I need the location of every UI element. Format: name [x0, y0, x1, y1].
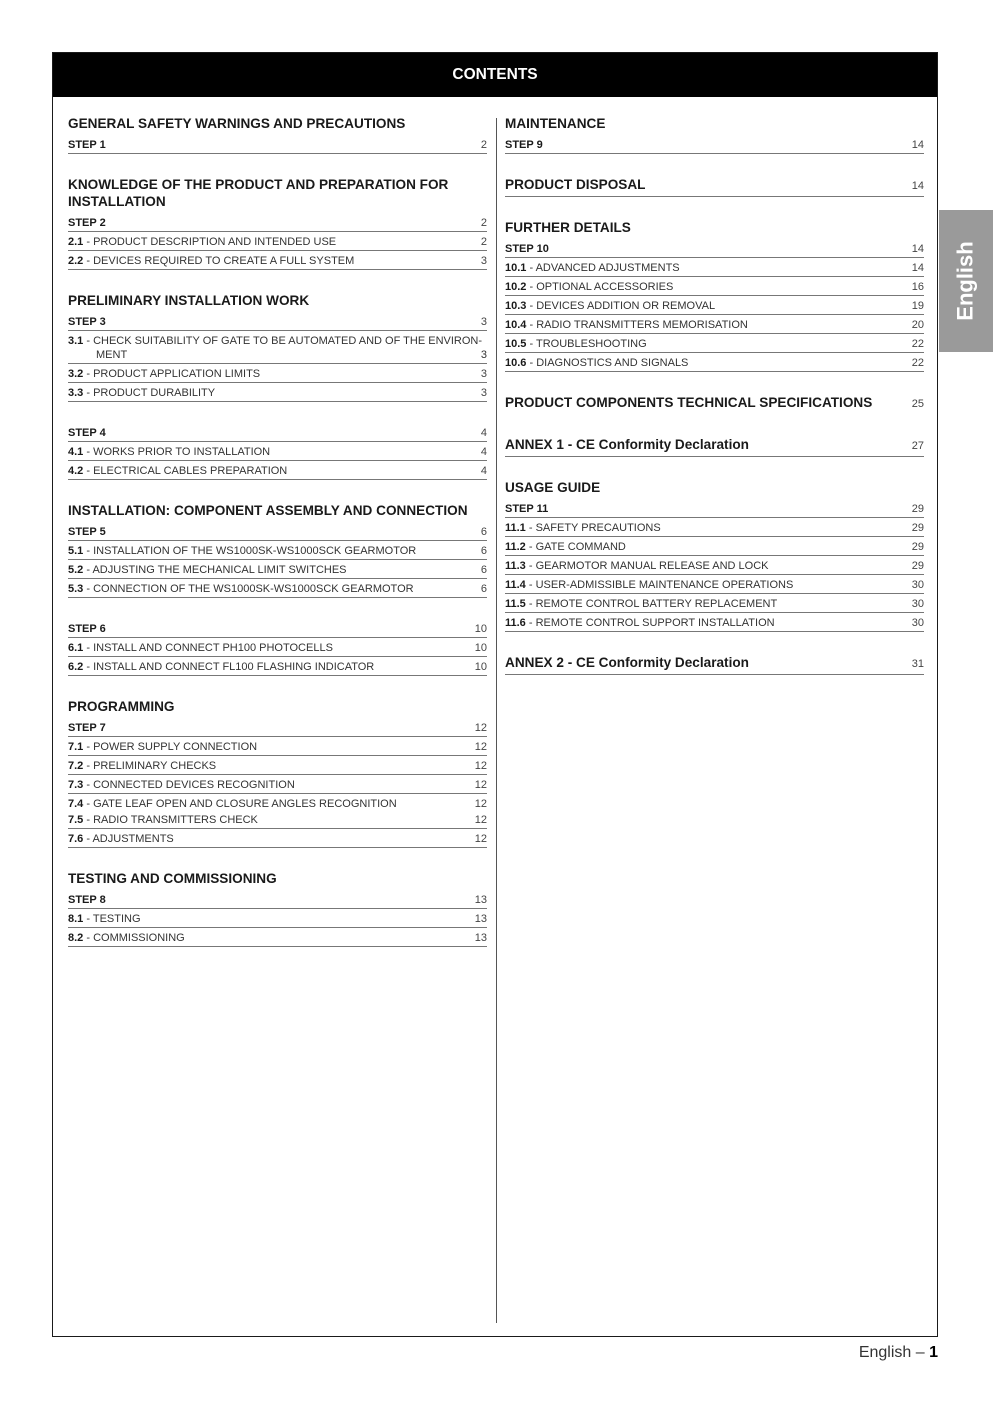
entry-text: - DEVICES ADDITION OR REMOVAL: [526, 300, 716, 312]
section-title-text: PRODUCT COMPONENTS TECHNICAL SPECIFICATIONS: [505, 395, 873, 410]
toc-step-row[interactable]: [505, 500, 924, 518]
entry-number: 11.4: [505, 579, 526, 591]
page-number: 29: [911, 560, 924, 572]
entry-number: 7.2: [68, 760, 84, 772]
page-number: 4: [480, 427, 487, 439]
entry-number: 10.5: [505, 338, 527, 350]
toc-entry-label: [68, 254, 481, 268]
toc-section-title: KNOWLEDGE OF THE PRODUCT AND PREPARATION FOR INSTALLATION: [68, 177, 449, 209]
toc-entry-label: [505, 280, 912, 294]
toc-entry-label: [505, 299, 912, 313]
toc-entry-label: [68, 367, 481, 381]
entry-text: - PRODUCT APPLICATION LIMITS: [83, 368, 261, 380]
toc-entry[interactable]: [505, 576, 924, 594]
entry-text: - ADVANCED ADJUSTMENTS: [526, 262, 680, 274]
page-number: 30: [911, 617, 924, 629]
toc-entry[interactable]: [505, 316, 924, 334]
page-number: 14: [911, 180, 924, 192]
toc-entry-label: [505, 261, 912, 275]
toc-entry[interactable]: [505, 614, 924, 632]
toc-entry[interactable]: [68, 332, 487, 364]
entry-text: - ADJUSTING THE MECHANICAL LIMIT SWITCHES: [83, 564, 347, 576]
entry-text: - TROUBLESHOOTING: [526, 338, 647, 350]
page-number: 27: [911, 440, 924, 452]
toc-section: [505, 436, 924, 457]
entry-text: - COMMISSIONING: [83, 932, 185, 944]
entry-text: - REMOTE CONTROL BATTERY REPLACEMENT: [525, 598, 778, 610]
page-number: 4: [480, 446, 487, 458]
toc-section-title[interactable]: [505, 176, 924, 197]
page-number: 22: [911, 357, 924, 369]
page-number: 12: [474, 779, 487, 791]
toc-section-title: PRELIMINARY INSTALLATION WORK: [68, 293, 310, 308]
entry-text: - RADIO TRANSMITTERS MEMORISATION: [526, 319, 748, 331]
entry-text: - ELECTRICAL CABLES PREPARATION: [83, 465, 288, 477]
page-number: 12: [474, 760, 487, 772]
page-number: 12: [474, 833, 487, 845]
toc-step-row[interactable]: [68, 719, 487, 737]
page-number: 1: [929, 1344, 938, 1361]
toc-entry-label: [68, 912, 475, 926]
toc-section-title: TESTING AND COMMISSIONING: [68, 871, 277, 886]
entry-text: - DEVICES REQUIRED TO CREATE A FULL SYSTEM: [83, 255, 355, 267]
page-number: 29: [911, 503, 924, 515]
toc-section-title: MAINTENANCE: [505, 116, 606, 131]
toc-entry-label: [68, 622, 475, 636]
toc-section: [68, 502, 487, 598]
toc-step-row[interactable]: [68, 136, 487, 154]
page-number: 10: [474, 642, 487, 654]
toc-section: [505, 479, 924, 632]
entry-text: - PRODUCT DURABILITY: [83, 387, 216, 399]
toc-entry-label: [505, 337, 912, 351]
page-number: 13: [474, 932, 487, 944]
page-number: 14: [911, 139, 924, 151]
page-number: 12: [474, 741, 487, 753]
entry-number: 10.3: [505, 300, 527, 312]
toc-entry-label: [68, 582, 481, 596]
toc-entry[interactable]: [68, 811, 487, 829]
section-title-text: PRODUCT DISPOSAL: [505, 177, 646, 192]
language-tab[interactable]: [939, 210, 993, 352]
entry-text: - ADJUSTMENTS: [83, 833, 174, 845]
page-number: 20: [911, 319, 924, 331]
toc-entry-label: [68, 641, 475, 655]
page-number: 13: [474, 913, 487, 925]
page-number: 29: [911, 522, 924, 534]
page-number: 14: [911, 243, 924, 255]
toc-section-title[interactable]: [505, 394, 924, 414]
entry-text: STEP 2: [68, 217, 106, 229]
entry-text: - SAFETY PRECAUTIONS: [525, 522, 661, 534]
contents-header: CONTENTS: [53, 53, 937, 97]
toc-section: [505, 394, 924, 414]
entry-number: 6.1: [68, 642, 84, 654]
toc-entry-label: [68, 660, 475, 674]
toc-entry[interactable]: [505, 297, 924, 315]
page-number: 6: [480, 526, 487, 538]
toc-entry-label: [68, 740, 475, 754]
page-number: 12: [474, 798, 487, 810]
toc-entry[interactable]: [68, 658, 487, 676]
toc-entry[interactable]: [505, 519, 924, 537]
entry-number: 7.3: [68, 779, 84, 791]
entry-number: 2.1: [68, 236, 84, 248]
toc-entry[interactable]: [68, 561, 487, 579]
toc-entry-label: [68, 138, 481, 152]
toc-entry-label: [68, 464, 481, 478]
page-number: 10: [474, 661, 487, 673]
toc-section: [505, 654, 924, 675]
entry-text: - RADIO TRANSMITTERS CHECK: [83, 814, 258, 826]
page-number: 2: [480, 139, 487, 151]
toc-entry[interactable]: [505, 557, 924, 575]
toc-entry[interactable]: [68, 365, 487, 383]
entry-number: 7.1: [68, 741, 84, 753]
toc-step-row[interactable]: [505, 240, 924, 258]
toc-entry-line: [68, 348, 487, 362]
entry-number: 10.4: [505, 319, 527, 331]
entry-number: 7.6: [68, 833, 84, 845]
entry-text: STEP 11: [505, 503, 549, 515]
toc-entry[interactable]: [68, 738, 487, 756]
entry-number: 5.3: [68, 583, 84, 595]
toc-entry-label: [68, 445, 481, 459]
toc-entry-label: [68, 893, 475, 907]
page-number: 12: [474, 814, 487, 826]
section-title-text: ANNEX 1 - CE Conformity Declaration: [505, 437, 749, 452]
page-number: 3: [480, 349, 487, 361]
toc-entry[interactable]: [68, 929, 487, 947]
entry-text: - OPTIONAL ACCESSORIES: [526, 281, 674, 293]
entry-number: 10.6: [505, 357, 527, 369]
toc-entry[interactable]: [68, 639, 487, 657]
toc-entry[interactable]: [68, 776, 487, 794]
toc-section-title: PROGRAMMING: [68, 699, 175, 714]
entry-number: 3.3: [68, 387, 84, 399]
left-column: [68, 115, 487, 969]
page-number: 3: [480, 368, 487, 380]
entry-text: STEP 4: [68, 427, 106, 439]
entry-text: - TESTING: [83, 913, 141, 925]
toc-entry-label: [505, 559, 912, 573]
entry-number: 4.2: [68, 465, 84, 477]
entry-text: - POWER SUPPLY CONNECTION: [83, 741, 258, 753]
entry-text: - GATE COMMAND: [525, 541, 626, 553]
toc-step-row[interactable]: [68, 891, 487, 909]
toc-entry[interactable]: [68, 233, 487, 251]
toc-step-row[interactable]: [68, 523, 487, 541]
toc-entry-label: [68, 525, 481, 539]
toc-entry[interactable]: [505, 595, 924, 613]
entry-number: 4.1: [68, 446, 84, 458]
entry-number: 6.2: [68, 661, 84, 673]
page-number: 6: [480, 564, 487, 576]
page-number: 19: [911, 300, 924, 312]
toc-entry-label: [68, 813, 475, 827]
page-number: 25: [911, 398, 924, 410]
page-number: 30: [911, 579, 924, 591]
toc-section: [68, 620, 487, 676]
page-number: 2: [480, 217, 487, 229]
toc-entry-label: [68, 721, 475, 735]
toc-section: [68, 176, 487, 270]
toc-entry-label: [505, 521, 912, 535]
entry-text: STEP 7: [68, 722, 106, 734]
entry-text: - GEARMOTOR MANUAL RELEASE AND LOCK: [525, 560, 769, 572]
toc-section-title: GENERAL SAFETY WARNINGS AND PRECAUTIONS: [68, 116, 406, 131]
entry-text: - INSTALL AND CONNECT PH100 PHOTOCELLS: [83, 642, 333, 654]
entry-text: STEP 6: [68, 623, 106, 635]
toc-section: [505, 219, 924, 372]
entry-text: - REMOTE CONTROL SUPPORT INSTALLATION: [525, 617, 775, 629]
entry-text: STEP 9: [505, 139, 543, 151]
entry-text: - CONNECTED DEVICES RECOGNITION: [83, 779, 295, 791]
toc-entry-label: [505, 616, 912, 630]
entry-text: STEP 10: [505, 243, 549, 255]
toc-entry[interactable]: [505, 335, 924, 353]
toc-entry[interactable]: [505, 259, 924, 277]
entry-text: - INSTALL AND CONNECT FL100 FLASHING INDICATOR: [83, 661, 375, 673]
entry-text: STEP 8: [68, 894, 106, 906]
entry-text: - PRODUCT DESCRIPTION AND INTENDED USE: [83, 236, 337, 248]
toc-entry-label: [68, 235, 481, 249]
toc-section: [68, 698, 487, 848]
toc-section: [68, 292, 487, 402]
toc-entry-label: [505, 578, 912, 592]
page-number: 22: [911, 338, 924, 350]
toc-entry-label: [68, 931, 475, 945]
toc-entry[interactable]: [68, 580, 487, 598]
toc-entry[interactable]: [68, 384, 487, 402]
toc-entry[interactable]: [505, 538, 924, 556]
column-divider: [496, 118, 497, 1323]
entry-text: - PRELIMINARY CHECKS: [83, 760, 217, 772]
toc-entry-line: [68, 334, 487, 348]
entry-number: 11.3: [505, 560, 526, 572]
toc-section: [68, 424, 487, 480]
toc-entry-label: [68, 334, 482, 348]
toc-entry-label: [68, 778, 475, 792]
toc-step-row[interactable]: [68, 424, 487, 442]
toc-entry[interactable]: [68, 252, 487, 270]
entry-number: 11.5: [505, 598, 526, 610]
toc-entry[interactable]: [505, 278, 924, 296]
toc-entry-label: [505, 597, 912, 611]
page-number: 4: [480, 465, 487, 477]
page-number: 6: [480, 545, 487, 557]
contents-frame: [52, 52, 938, 1337]
page-number: 16: [911, 281, 924, 293]
entry-text: - GATE LEAF OPEN AND CLOSURE ANGLES RECOGNITION: [83, 798, 397, 810]
toc-entry-label: [68, 563, 481, 577]
toc-entry-label: [505, 356, 912, 370]
language-tab-label: English: [953, 241, 979, 321]
page-number: 12: [474, 722, 487, 734]
page-number: 3: [480, 316, 487, 328]
entry-number: 10.1: [505, 262, 527, 274]
footer-language: English –: [858, 1344, 930, 1361]
toc-entry-label: [68, 832, 475, 846]
right-column: [505, 115, 924, 697]
toc-entry[interactable]: [68, 542, 487, 560]
toc-entry-label: [68, 797, 475, 811]
entry-number: 11.2: [505, 541, 526, 553]
section-title-text: ANNEX 2 - CE Conformity Declaration: [505, 655, 749, 670]
entry-number: 5.1: [68, 545, 84, 557]
entry-text-cont: MENT: [96, 349, 128, 361]
entry-text: - DIAGNOSTICS AND SIGNALS: [526, 357, 689, 369]
toc-entry[interactable]: [68, 462, 487, 480]
toc-step-row[interactable]: [505, 136, 924, 154]
toc-section-title[interactable]: [505, 436, 924, 457]
toc-entry-label: [505, 540, 912, 554]
entry-number: 10.2: [505, 281, 527, 293]
page-number: 2: [480, 236, 487, 248]
entry-number: 11.1: [505, 522, 526, 534]
toc-entry[interactable]: [68, 757, 487, 775]
entry-number: 7.4: [68, 798, 84, 810]
page-number: 3: [480, 255, 487, 267]
toc-section: [505, 176, 924, 197]
toc-entry[interactable]: [505, 354, 924, 372]
entry-number: 8.2: [68, 932, 84, 944]
entry-number: 8.1: [68, 913, 84, 925]
page-number: 10: [474, 623, 487, 635]
toc-entry-label: [505, 138, 912, 152]
toc-section-title: USAGE GUIDE: [505, 480, 601, 495]
entry-number: 3.1: [68, 335, 84, 347]
page-number: 13: [474, 894, 487, 906]
page-number: 31: [911, 658, 924, 670]
toc-step-row[interactable]: [68, 620, 487, 638]
entry-text: - INSTALLATION OF THE WS1000SK-WS1000SCK GEARMOTOR: [83, 545, 417, 557]
toc-entry-label: [505, 318, 912, 332]
toc-entry-label: [505, 242, 912, 256]
toc-step-row[interactable]: [68, 313, 487, 331]
entry-text: STEP 1: [68, 139, 106, 151]
page-number: 29: [911, 541, 924, 553]
toc-section: [505, 115, 924, 154]
toc-entry-label: [68, 386, 481, 400]
page-number: 6: [480, 583, 487, 595]
toc-section: [68, 115, 487, 154]
page-number: 14: [911, 262, 924, 274]
entry-text: STEP 5: [68, 526, 106, 538]
entry-number: 11.6: [505, 617, 526, 629]
toc-entry-label: [68, 216, 481, 230]
toc-entry-label: [68, 759, 475, 773]
toc-entry-label: [68, 426, 481, 440]
entry-text: - USER-ADMISSIBLE MAINTENANCE OPERATIONS: [525, 579, 794, 591]
toc-entry-label: [68, 544, 481, 558]
entry-number: 7.5: [68, 814, 84, 826]
page-number: 30: [911, 598, 924, 610]
entry-text: - CHECK SUITABILITY OF GATE TO BE AUTOMATED AND OF THE ENVIRON-: [83, 335, 483, 347]
toc-step-row[interactable]: [68, 214, 487, 232]
entry-number: 3.2: [68, 368, 84, 380]
toc-section-title: INSTALLATION: COMPONENT ASSEMBLY AND CONNECTION: [68, 503, 468, 518]
entry-text: - CONNECTION OF THE WS1000SK-WS1000SCK GEARMOTOR: [83, 583, 414, 595]
toc-entry[interactable]: [68, 795, 487, 811]
entry-number: 5.2: [68, 564, 84, 576]
entry-text: - WORKS PRIOR TO INSTALLATION: [83, 446, 271, 458]
toc-entry-label: [505, 502, 912, 516]
entry-text: STEP 3: [68, 316, 106, 328]
page-number: 3: [480, 387, 487, 399]
toc-entry-label: [68, 315, 481, 329]
toc-entry[interactable]: [68, 910, 487, 928]
page-footer: [859, 1344, 938, 1362]
toc-section: [68, 870, 487, 947]
toc-entry[interactable]: [68, 830, 487, 848]
toc-entry[interactable]: [68, 443, 487, 461]
toc-section-title: FURTHER DETAILS: [505, 220, 631, 235]
entry-number: 2.2: [68, 255, 84, 267]
toc-section-title[interactable]: [505, 654, 924, 675]
